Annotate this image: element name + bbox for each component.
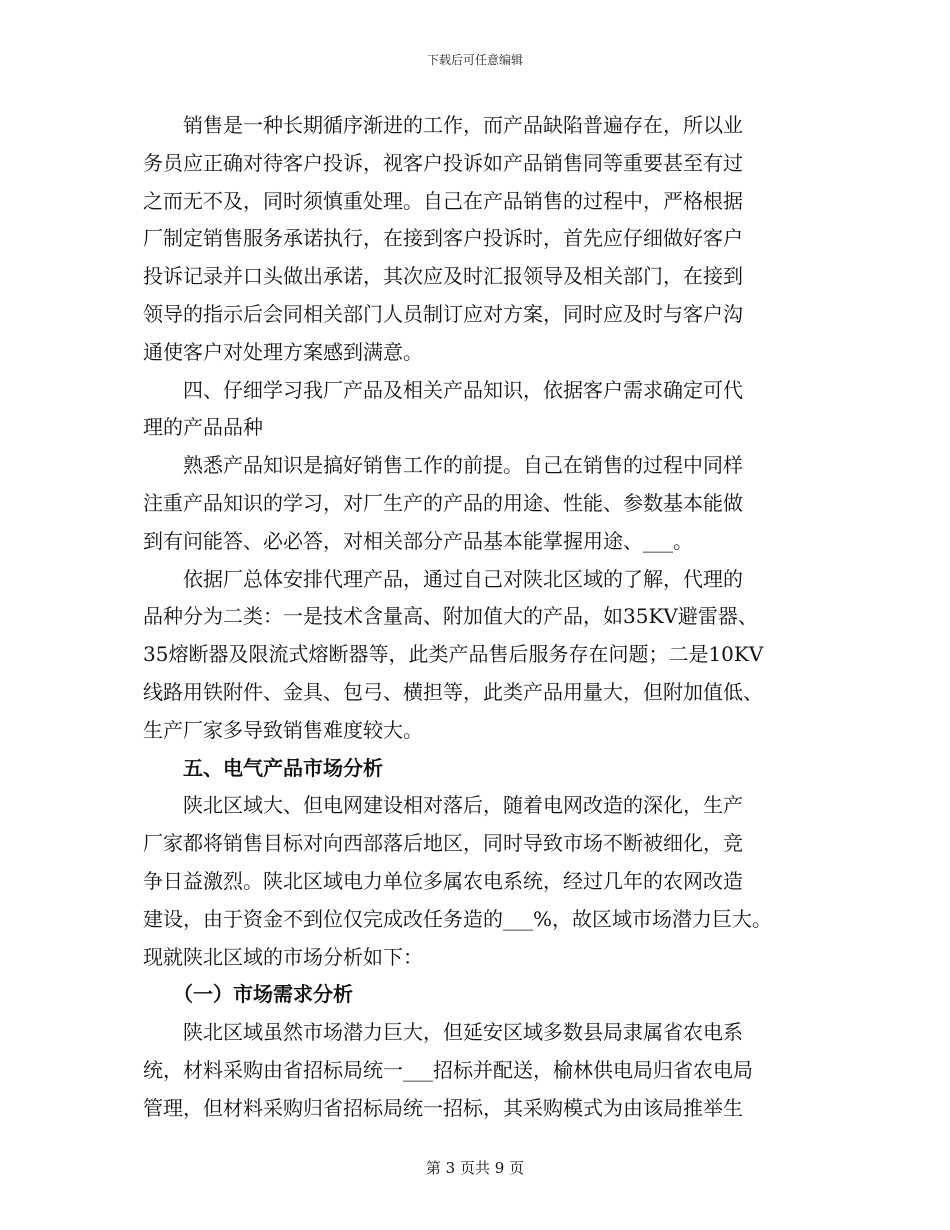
text-line: 争日益激烈。陕北区域电力单位多属农电系统，经过几年的农网改造 xyxy=(143,868,743,893)
text-line: 陕北区域虽然市场潜力巨大，但延安区域多数县局隶属省农电系 xyxy=(143,1020,743,1045)
text-line: 到有问能答、必必答，对相关部分产品基本能掌握用途、___。 xyxy=(143,528,693,553)
page-header-note: 下载后可任意编辑 xyxy=(426,53,523,67)
text-line: 现就陕北区域的市场分析如下： xyxy=(143,944,423,969)
text-line: 陕北区域大、但电网建设相对落后，随着电网改造的深化，生产 xyxy=(143,793,743,818)
section-heading: 五、电气产品市场分析 xyxy=(143,755,383,780)
page-number-footer: 第 3 页共 9 页 xyxy=(425,1159,525,1177)
document-body xyxy=(143,107,803,1128)
text-line: 通使客户对处理方案感到满意。 xyxy=(143,339,423,364)
text-line: 厂家都将销售目标对向西部落后地区，同时导致市场不断被细化，竞 xyxy=(143,831,743,856)
text-line: 厂制定销售服务承诺执行，在接到客户投诉时，首先应仔细做好客户 xyxy=(143,226,743,251)
text-line: 管理，但材料采购归省招标局统一招标，其采购模式为由该局推举生 xyxy=(143,1095,743,1120)
text-line: 建设，由于资金不到位仅完成改任务造的___%，故区域市场潜力巨大。 xyxy=(143,906,773,931)
text-line: 理的产品品种 xyxy=(143,415,263,440)
text-line: 品种分为二类：一是技术含量高、附加值大的产品，如35KV避雷器、 xyxy=(143,604,758,629)
text-line: 投诉记录并口头做出承诺，其次应及时汇报领导及相关部门，在接到 xyxy=(143,264,743,289)
text-line: 统，材料采购由省招标局统一___招标并配送，榆林供电局归省农电局 xyxy=(143,1057,753,1082)
text-line: 注重产品知识的学习，对厂生产的产品的用途、性能、参数基本能做 xyxy=(143,490,743,515)
text-line: 四、仔细学习我厂产品及相关产品知识，依据客户需求确定可代 xyxy=(143,377,743,402)
text-line: 生产厂家多导致销售难度较大。 xyxy=(143,717,423,742)
text-line: 依据厂总体安排代理产品，通过自己对陕北区域的了解，代理的 xyxy=(143,566,743,591)
text-line: 务员应正确对待客户投诉，视客户投诉如产品销售同等重要甚至有过 xyxy=(143,150,743,175)
text-line: 销售是一种长期循序渐进的工作，而产品缺陷普遍存在，所以业 xyxy=(143,113,743,137)
text-line: 35熔断器及限流式熔断器等，此类产品售后服务存在问题；二是10KV xyxy=(143,642,764,667)
text-line: 之而无不及，同时须慎重处理。自己在产品销售的过程中，严格根据 xyxy=(143,188,743,213)
text-line: 线路用铁附件、金具、包弓、横担等，此类产品用量大，但附加值低、 xyxy=(143,679,763,704)
text-line: 领导的指示后会同相关部门人员制订应对方案，同时应及时与客户沟 xyxy=(143,301,743,326)
subsection-heading: （一）市场需求分析 xyxy=(143,982,353,1007)
text-line: 熟悉产品知识是搞好销售工作的前提。自己在销售的过程中同样 xyxy=(143,453,743,478)
